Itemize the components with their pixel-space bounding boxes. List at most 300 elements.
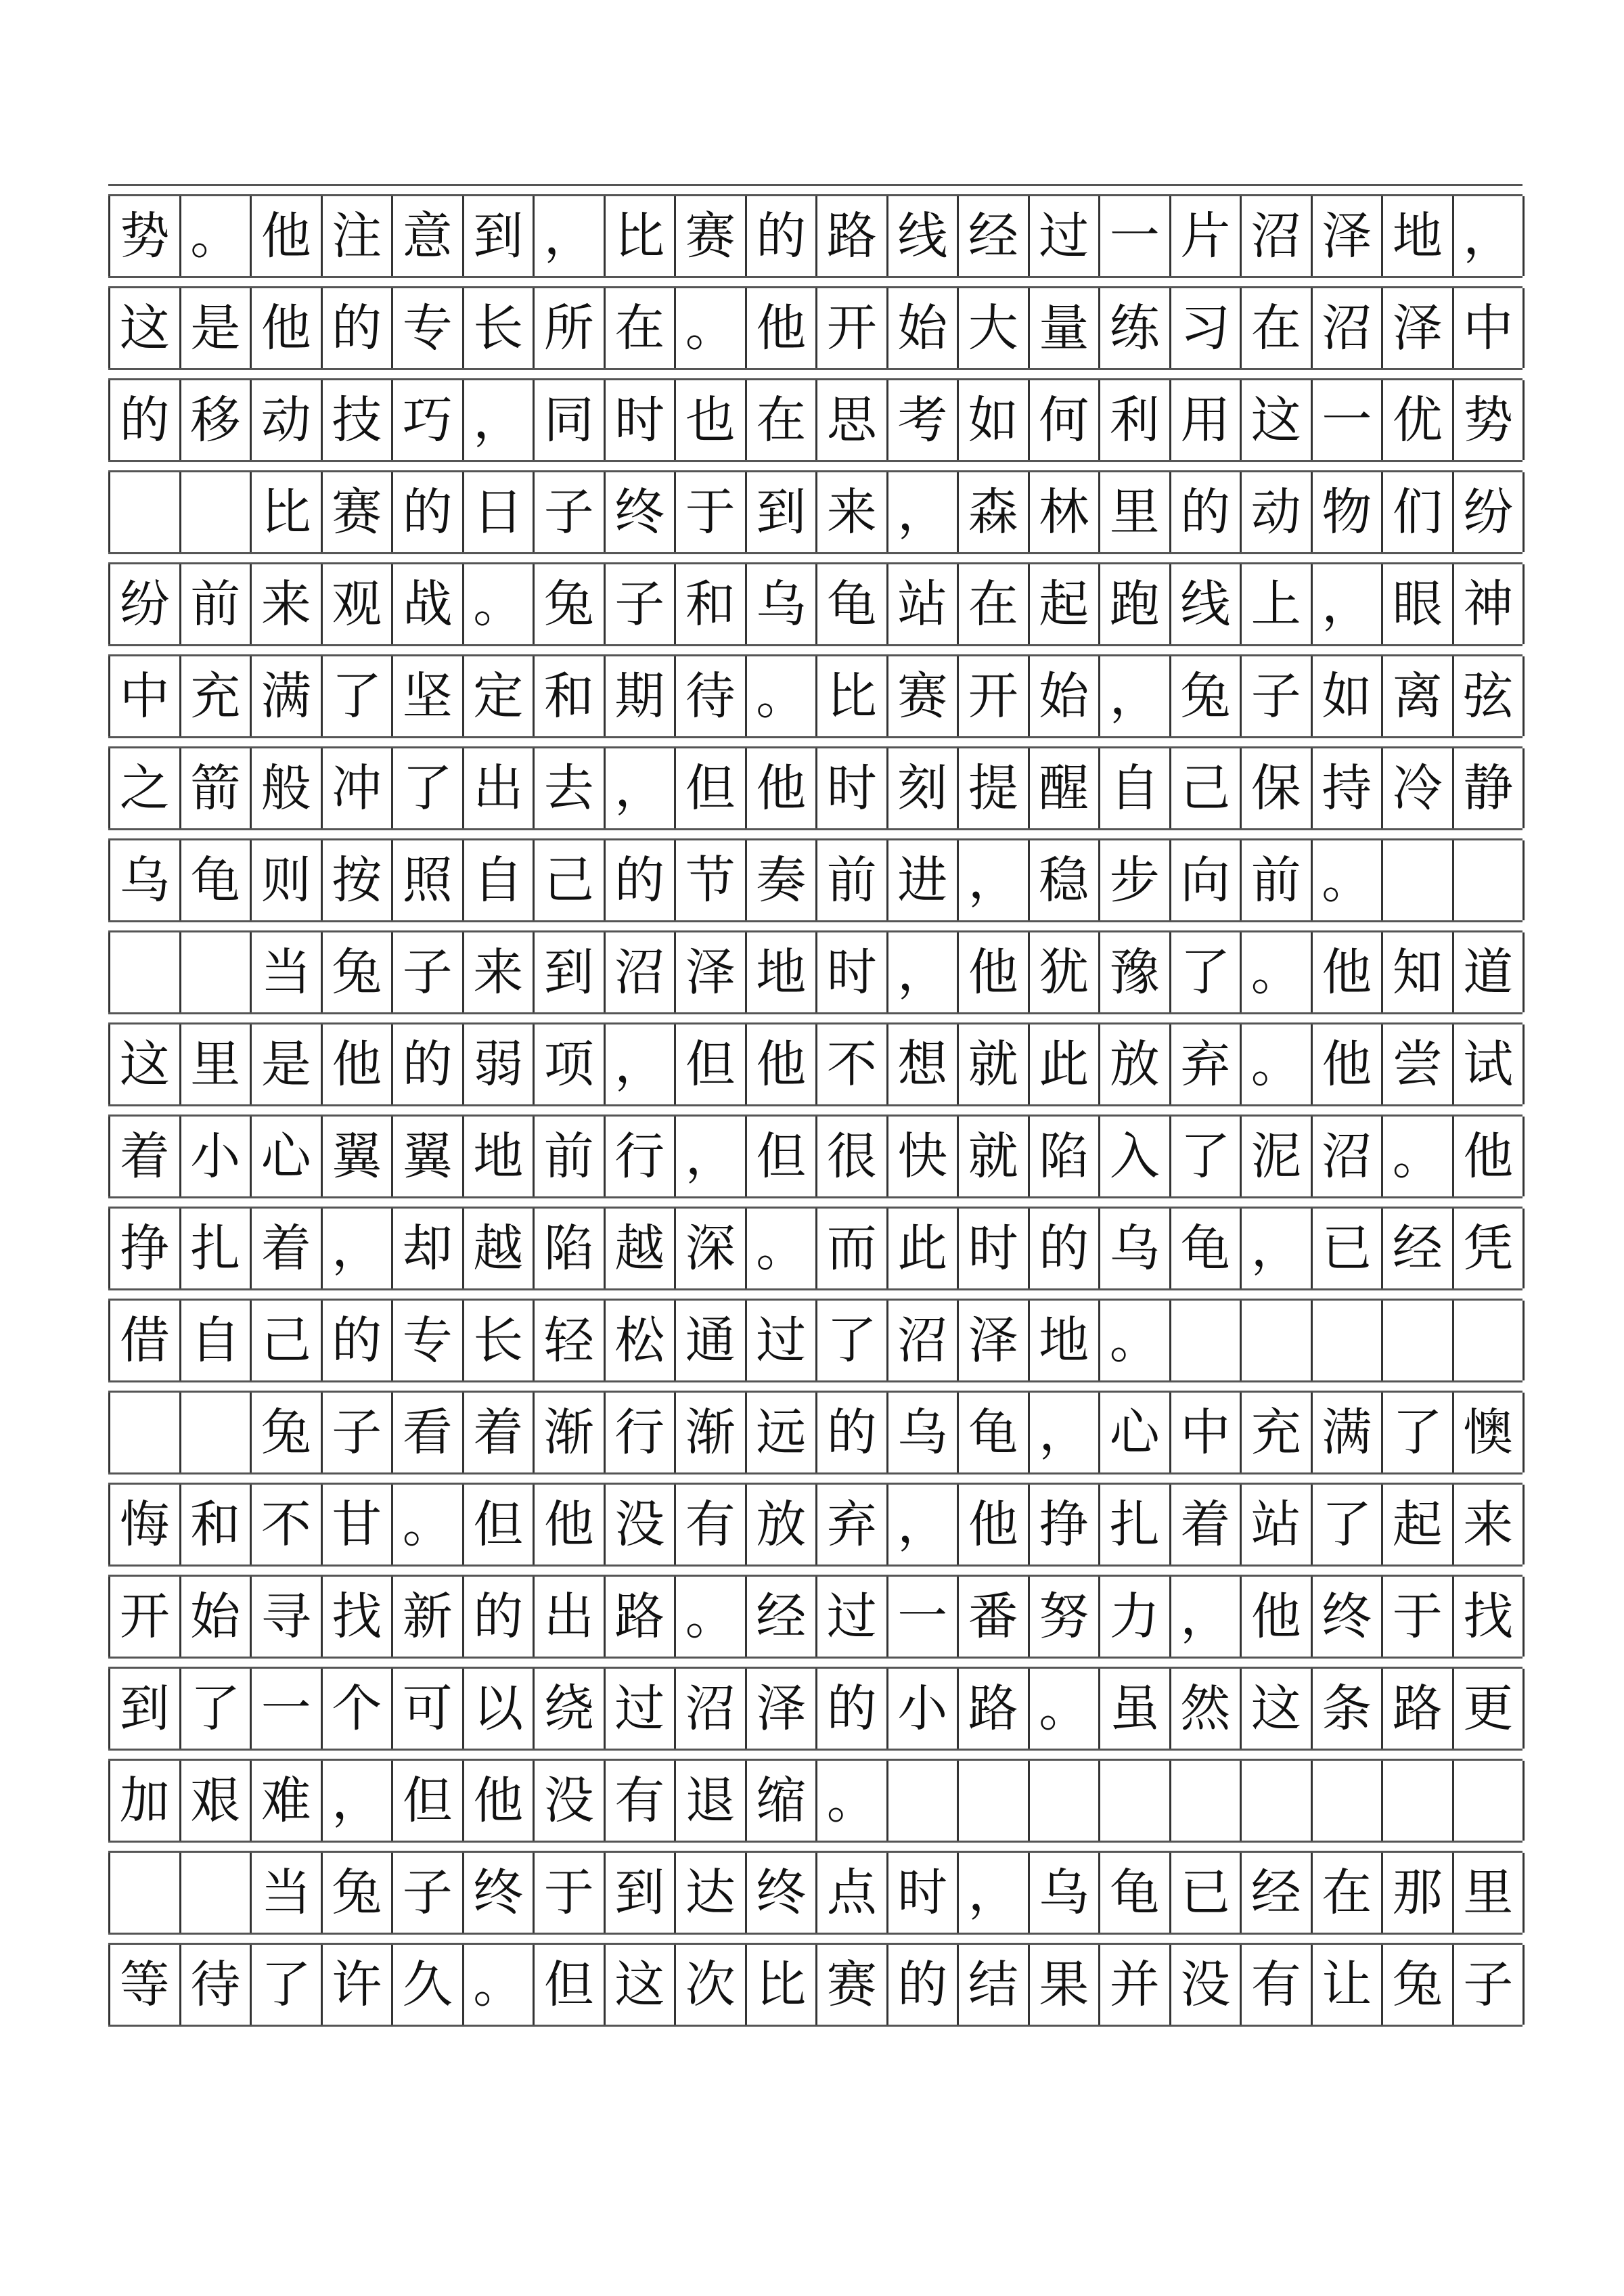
grid-cell: 龟 (1100, 1853, 1171, 1933)
grid-cell: 加 (110, 1761, 181, 1841)
grid-cell: 到 (535, 932, 606, 1012)
grid-cell: 沼 (888, 1301, 960, 1380)
grid-cell: 着 (252, 1209, 323, 1288)
grid-cell: 久 (393, 1945, 464, 2025)
grid-cell: 上 (1242, 564, 1313, 644)
grid-cell: 中 (1171, 1393, 1242, 1472)
grid-cell: 一 (252, 1669, 323, 1749)
grid-cell: 满 (1313, 1393, 1384, 1472)
grid-cell: 定 (464, 656, 535, 736)
row-separator (108, 276, 1522, 288)
grid-cell: 渐 (535, 1393, 606, 1472)
grid-cell: 移 (181, 380, 252, 460)
grid-cell (959, 1761, 1030, 1841)
grid-cell: 有 (676, 1485, 747, 1565)
grid-cell: 了 (1383, 1393, 1454, 1472)
grid-cell: 乌 (747, 564, 818, 644)
grid-cell: 提 (959, 748, 1030, 828)
grid-cell: 的 (1030, 1209, 1101, 1288)
grid-cell: 着 (1171, 1485, 1242, 1565)
grid-cell: 赛 (888, 656, 960, 736)
grid-cell: 战 (393, 564, 464, 644)
grid-cell: 入 (1100, 1117, 1171, 1196)
grid-cell: 来 (817, 472, 888, 552)
grid-cell: 子 (1242, 656, 1313, 736)
grid-cell: 来 (252, 564, 323, 644)
grid-cell: 了 (252, 1945, 323, 2025)
grid-cell: 的 (323, 1301, 394, 1380)
grid-cell: 子 (535, 472, 606, 552)
grid-cell: 己 (1171, 748, 1242, 828)
grid-cell: 没 (606, 1485, 677, 1565)
grid-cell: 快 (888, 1117, 960, 1196)
grid-cell: 他 (464, 1761, 535, 1841)
grid-cell: 兔 (535, 564, 606, 644)
grid-cell: 意 (393, 196, 464, 276)
grid-cell: 待 (181, 1945, 252, 2025)
grid-cell: 的 (817, 1393, 888, 1472)
grid-cell: 这 (110, 1025, 181, 1104)
grid-cell: 在 (959, 564, 1030, 644)
grid-cell: 练 (1100, 288, 1171, 368)
grid-cell (1313, 1761, 1384, 1841)
grid-cell: 纷 (110, 564, 181, 644)
grid-cell: 但 (535, 1945, 606, 2025)
grid-cell: 经 (959, 196, 1030, 276)
row-separator (108, 1380, 1522, 1393)
grid-cell: 长 (464, 1301, 535, 1380)
grid-cell: 专 (393, 288, 464, 368)
grid-cell: 于 (535, 1853, 606, 1933)
grid-cell: 比 (252, 472, 323, 552)
grid-cell: 他 (747, 748, 818, 828)
grid-cell: 跑 (1100, 564, 1171, 644)
grid-cell: 前 (1242, 840, 1313, 920)
grid-cell: 。 (676, 288, 747, 368)
grid-cell: 优 (1383, 380, 1454, 460)
grid-cell: 弱 (464, 1025, 535, 1104)
grid-cell: 路 (959, 1669, 1030, 1749)
grid-cell: 向 (1171, 840, 1242, 920)
grid-cell: 在 (747, 380, 818, 460)
grid-cell: ， (535, 196, 606, 276)
grid-cell: 势 (1454, 380, 1525, 460)
grid-cell: 。 (393, 1485, 464, 1565)
grid-cell: 借 (110, 1301, 181, 1380)
grid-cell: 的 (323, 288, 394, 368)
grid-cell: 有 (1242, 1945, 1313, 2025)
grid-cell: 里 (181, 1025, 252, 1104)
grid-cell: 了 (393, 748, 464, 828)
grid-cell: 兔 (1383, 1945, 1454, 2025)
grid-cell (110, 1393, 181, 1472)
grid-cell: 并 (1100, 1945, 1171, 2025)
grid-cell: 龟 (181, 840, 252, 920)
grid-cell: 。 (747, 1209, 818, 1288)
grid-cell: 这 (1242, 1669, 1313, 1749)
grid-cell: 稳 (1030, 840, 1101, 920)
grid-cell: ， (1313, 564, 1384, 644)
grid-cell (110, 1853, 181, 1933)
grid-cell: 沼 (606, 932, 677, 1012)
grid-cell: 艰 (181, 1761, 252, 1841)
grid-cell: 地 (1030, 1301, 1101, 1380)
grid-cell: 但 (393, 1761, 464, 1841)
grid-cell: 量 (1030, 288, 1101, 368)
grid-cell: 森 (959, 472, 1030, 552)
grid-cell: 用 (1171, 380, 1242, 460)
grid-row (108, 840, 1522, 920)
grid-cell: 奏 (747, 840, 818, 920)
grid-cell: 始 (1030, 656, 1101, 736)
grid-cell: 。 (676, 1577, 747, 1657)
grid-row (108, 1669, 1522, 1749)
grid-cell: 已 (1313, 1209, 1384, 1288)
grid-cell: 前 (535, 1117, 606, 1196)
grid-cell: 陷 (1030, 1117, 1101, 1196)
grid-cell: 。 (1100, 1301, 1171, 1380)
grid-cell: 弃 (817, 1485, 888, 1565)
grid-cell: 到 (464, 196, 535, 276)
row-separator (108, 368, 1522, 380)
grid-cell: 地 (747, 932, 818, 1012)
grid-cell: 始 (181, 1577, 252, 1657)
grid-cell: 时 (606, 380, 677, 460)
grid-cell: 放 (1100, 1025, 1171, 1104)
grid-cell: 乌 (110, 840, 181, 920)
grid-cell: 来 (464, 932, 535, 1012)
row-separator (108, 1749, 1522, 1761)
grid-cell: 静 (1454, 748, 1525, 828)
grid-cell: 于 (1383, 1577, 1454, 1657)
grid-cell: 是 (181, 288, 252, 368)
grid-cell: 却 (393, 1209, 464, 1288)
grid-cell: 照 (393, 840, 464, 920)
grid-cell: 达 (676, 1853, 747, 1933)
grid-cell: 乌 (1030, 1853, 1101, 1933)
grid-cell: 兔 (252, 1393, 323, 1472)
grid-cell: 节 (676, 840, 747, 920)
grid-cell: 当 (252, 1853, 323, 1933)
grid-cell: 让 (1313, 1945, 1384, 2025)
grid-cell: 期 (606, 656, 677, 736)
grid-cell: 去 (535, 748, 606, 828)
grid-cell: 道 (1454, 932, 1525, 1012)
grid-cell: 线 (1171, 564, 1242, 644)
grid-cell: 充 (1242, 1393, 1313, 1472)
grid-cell: 翼 (393, 1117, 464, 1196)
grid-cell: 没 (535, 1761, 606, 1841)
grid-cell: 了 (1171, 932, 1242, 1012)
grid-cell: 越 (606, 1209, 677, 1288)
grid-cell: 神 (1454, 564, 1525, 644)
row-separator (108, 1196, 1522, 1209)
grid-cell: 的 (606, 840, 677, 920)
grid-cell: 心 (1100, 1393, 1171, 1472)
grid-cell: 专 (393, 1301, 464, 1380)
grid-cell: 犹 (1030, 932, 1101, 1012)
grid-cell: 。 (1242, 1025, 1313, 1104)
grid-cell: 到 (606, 1853, 677, 1933)
grid-cell: 可 (393, 1669, 464, 1749)
grid-cell: 小 (181, 1117, 252, 1196)
grid-cell: 则 (252, 840, 323, 920)
grid-cell: 的 (747, 196, 818, 276)
grid-cell: 们 (1383, 472, 1454, 552)
grid-cell: 长 (464, 288, 535, 368)
row-separator (108, 1933, 1522, 1945)
grid-cell: ， (959, 1853, 1030, 1933)
grid-cell: ， (888, 1485, 960, 1565)
grid-cell: 一 (1313, 380, 1384, 460)
grid-cell: 林 (1030, 472, 1101, 552)
grid-cell: 兔 (323, 932, 394, 1012)
grid-cell: 一 (888, 1577, 960, 1657)
grid-cell: 前 (817, 840, 888, 920)
grid-cell: 和 (181, 1485, 252, 1565)
grid-cell: 虽 (1100, 1669, 1171, 1749)
grid-cell: 他 (747, 288, 818, 368)
grid-cell: 冲 (323, 748, 394, 828)
grid-cell: 站 (1242, 1485, 1313, 1565)
grid-cell: 在 (606, 288, 677, 368)
row-separator (108, 1104, 1522, 1117)
grid-cell: 这 (110, 288, 181, 368)
grid-cell: ， (606, 748, 677, 828)
grid-cell: 赛 (676, 196, 747, 276)
grid-cell: 满 (252, 656, 323, 736)
grid-cell (181, 472, 252, 552)
grid-cell: 中 (1454, 288, 1525, 368)
grid-cell: ， (1100, 656, 1171, 736)
grid-cell: 松 (606, 1301, 677, 1380)
grid-cell: 龟 (817, 564, 888, 644)
grid-cell (1171, 1761, 1242, 1841)
grid-cell: 子 (1454, 1945, 1525, 2025)
grid-cell: 乌 (888, 1393, 960, 1472)
grid-cell: 过 (606, 1669, 677, 1749)
grid-cell: 比 (747, 1945, 818, 2025)
grid-cell (1454, 1301, 1525, 1380)
grid-cell: 不 (817, 1025, 888, 1104)
grid-cell: 但 (747, 1117, 818, 1196)
grid-cell: 出 (464, 748, 535, 828)
grid-cell: 许 (323, 1945, 394, 2025)
grid-cell: 到 (747, 472, 818, 552)
grid-cell: 兔 (323, 1853, 394, 1933)
grid-cell: 他 (959, 1485, 1030, 1565)
grid-row (108, 748, 1522, 828)
grid-cell (1313, 1301, 1384, 1380)
grid-cell: 巧 (393, 380, 464, 460)
grid-cell: 就 (959, 1025, 1030, 1104)
grid-cell: 尝 (1383, 1025, 1454, 1104)
grid-cell: 此 (1030, 1025, 1101, 1104)
row-separator (108, 552, 1522, 564)
grid-cell: 按 (323, 840, 394, 920)
grid-cell: 懊 (1454, 1393, 1525, 1472)
grid-row (108, 1485, 1522, 1565)
grid-cell: 新 (393, 1577, 464, 1657)
grid-cell (1454, 840, 1525, 920)
grid-cell: 和 (676, 564, 747, 644)
grid-cell: 醒 (1030, 748, 1101, 828)
grid-cell (1383, 1761, 1454, 1841)
grid-cell: 之 (110, 748, 181, 828)
grid-cell: 泽 (959, 1301, 1030, 1380)
grid-cell: 豫 (1100, 932, 1171, 1012)
grid-cell: 了 (1313, 1485, 1384, 1565)
grid-cell: 轻 (535, 1301, 606, 1380)
grid-cell: 此 (888, 1209, 960, 1288)
grid-row (108, 472, 1522, 552)
grid-cell: 何 (1030, 380, 1101, 460)
grid-cell: ， (323, 1761, 394, 1841)
grid-cell: 心 (252, 1117, 323, 1196)
grid-cell: 沼 (1242, 196, 1313, 276)
grid-cell: 大 (959, 288, 1030, 368)
grid-cell: 但 (676, 748, 747, 828)
grid-cell: 思 (817, 380, 888, 460)
grid-cell: 挣 (110, 1209, 181, 1288)
grid-cell: 但 (464, 1485, 535, 1565)
grid-cell: 他 (1313, 932, 1384, 1012)
grid-cell: 条 (1313, 1669, 1384, 1749)
grid-cell: 出 (535, 1577, 606, 1657)
grid-cell: 终 (464, 1853, 535, 1933)
grid-row (108, 932, 1522, 1012)
grid-cell: 陷 (535, 1209, 606, 1288)
grid-cell: 退 (676, 1761, 747, 1841)
grid-row (108, 1577, 1522, 1657)
grid-cell: ， (888, 472, 960, 552)
grid-cell: 他 (1313, 1025, 1384, 1104)
grid-cell: 刻 (888, 748, 960, 828)
grid-cell: ， (464, 380, 535, 460)
grid-cell: 的 (817, 1669, 888, 1749)
grid-cell: 次 (676, 1945, 747, 2025)
grid-cell: 时 (817, 748, 888, 828)
grid-cell: 子 (323, 1393, 394, 1472)
grid-cell: ， (888, 932, 960, 1012)
grid-cell: 他 (323, 1025, 394, 1104)
grid-cell (1242, 1301, 1313, 1380)
grid-cell: 很 (817, 1117, 888, 1196)
grid-cell: 小 (888, 1669, 960, 1749)
grid-cell: ， (1242, 1209, 1313, 1288)
grid-cell: 己 (535, 840, 606, 920)
grid-cell: 翼 (323, 1117, 394, 1196)
grid-cell: 龟 (1171, 1209, 1242, 1288)
grid-cell: 充 (181, 656, 252, 736)
grid-cell (1383, 1301, 1454, 1380)
grid-cell: 了 (323, 656, 394, 736)
grid-row (108, 196, 1522, 276)
row-separator (108, 1841, 1522, 1853)
grid-cell: 的 (393, 1025, 464, 1104)
grid-cell: 也 (676, 380, 747, 460)
grid-cell: 远 (747, 1393, 818, 1472)
grid-cell: 泽 (1383, 288, 1454, 368)
grid-cell: 进 (888, 840, 960, 920)
grid-cell: 在 (1242, 288, 1313, 368)
row-separator (108, 1012, 1522, 1025)
grid-cell: 经 (747, 1577, 818, 1657)
grid-cell: 行 (606, 1393, 677, 1472)
grid-cell: 寻 (252, 1577, 323, 1657)
grid-cell: ， (676, 1117, 747, 1196)
row-separator (108, 460, 1522, 472)
row-separator (108, 736, 1522, 748)
grid-cell: 了 (817, 1301, 888, 1380)
grid-cell (1100, 1761, 1171, 1841)
grid-cell: 挣 (1030, 1485, 1101, 1565)
row-separator (108, 644, 1522, 656)
grid-cell: 开 (110, 1577, 181, 1657)
grid-cell: 中 (110, 656, 181, 736)
grid-cell: 兔 (1171, 656, 1242, 736)
grid-cell: 经 (1242, 1853, 1313, 1933)
grid-cell: 终 (747, 1853, 818, 1933)
grid-cell: 开 (959, 656, 1030, 736)
grid-cell: 沼 (1313, 1117, 1384, 1196)
grid-cell: 持 (1313, 748, 1384, 828)
row-separator (108, 828, 1522, 840)
grid-cell: 悔 (110, 1485, 181, 1565)
grid-cell: 时 (959, 1209, 1030, 1288)
grid-cell: 子 (393, 1853, 464, 1933)
grid-cell: 经 (1383, 1209, 1454, 1288)
grid-row (108, 1853, 1522, 1933)
grid-cell: 。 (464, 1945, 535, 2025)
grid-cell: 弦 (1454, 656, 1525, 736)
grid-cell (110, 472, 181, 552)
grid-cell: 看 (393, 1393, 464, 1472)
grid-row (108, 1761, 1522, 1841)
grid-cell: 找 (323, 1577, 394, 1657)
grid-cell: 路 (817, 196, 888, 276)
grid-cell: 他 (252, 288, 323, 368)
grid-cell: 时 (817, 932, 888, 1012)
row-separator (108, 920, 1522, 932)
grid-cell: 里 (1454, 1853, 1525, 1933)
grid-cell: 行 (606, 1117, 677, 1196)
grid-cell: 注 (323, 196, 394, 276)
grid-cell: 考 (888, 380, 960, 460)
grid-cell: 结 (959, 1945, 1030, 2025)
row-separator (108, 2025, 1522, 2029)
grid-cell: 他 (747, 1025, 818, 1104)
grid-cell: 终 (1313, 1577, 1384, 1657)
grid-cell: 龟 (959, 1393, 1030, 1472)
grid-cell: 终 (606, 472, 677, 552)
grid-cell: 扎 (1100, 1485, 1171, 1565)
grid-cell: 他 (1454, 1117, 1525, 1196)
grid-cell: 于 (676, 472, 747, 552)
grid-cell: 动 (1242, 472, 1313, 552)
grid-cell: 开 (817, 288, 888, 368)
grid-cell: 然 (1171, 1669, 1242, 1749)
grid-cell: 以 (464, 1669, 535, 1749)
grid-cell: 物 (1313, 472, 1384, 552)
grid-row (108, 288, 1522, 368)
grid-row (108, 380, 1522, 460)
grid-row (108, 1025, 1522, 1104)
grid-cell: 比 (817, 656, 888, 736)
grid-cell: 的 (110, 380, 181, 460)
grid-cell: 过 (1030, 196, 1101, 276)
grid-cell: 赛 (817, 1945, 888, 2025)
